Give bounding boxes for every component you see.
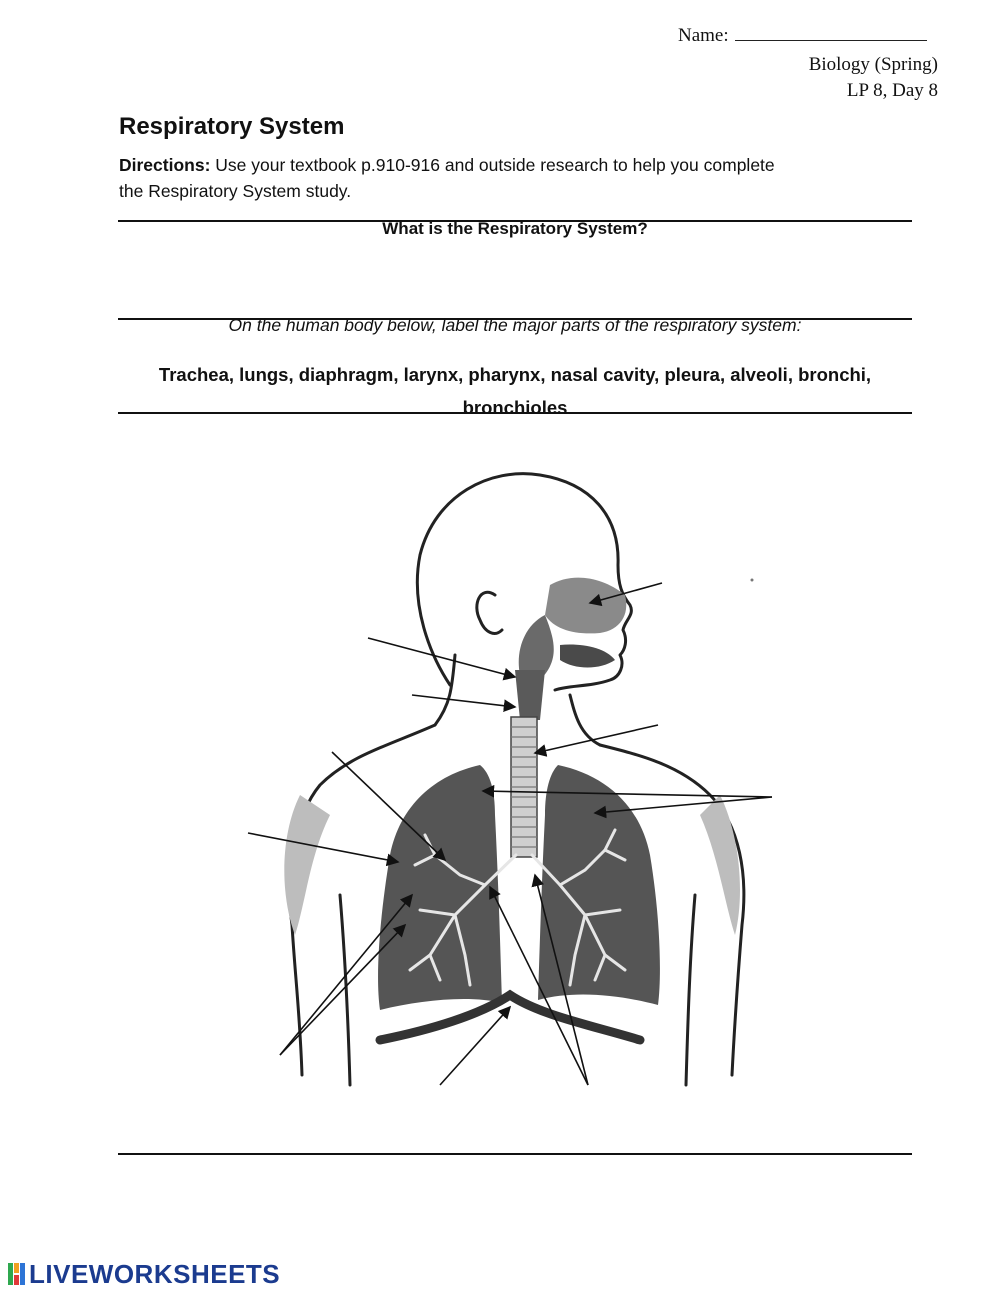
trachea	[511, 717, 537, 857]
name-label: Name:	[678, 25, 729, 46]
directions-label: Directions:	[119, 155, 211, 175]
lesson-label: LP 8, Day 8	[846, 80, 938, 101]
course-label: Biology (Spring)	[808, 54, 938, 75]
directions-text: Use your textbook p.910-916 and outside research to help you complete the Respiratory System study.	[119, 155, 775, 201]
word-bank: Trachea, lungs, diaphragm, larynx, pharynx, nasal cavity, pleura, alveoli, bronchi, bronchioles	[158, 364, 872, 418]
respiratory-system-diagram	[240, 455, 780, 1095]
page-title: Respiratory System	[119, 113, 345, 140]
name-field-row	[678, 24, 927, 47]
divider-rule	[118, 1153, 912, 1155]
label-instruction: On the human body below, label the major parts of the respiratory system:	[228, 315, 802, 335]
directions	[119, 152, 799, 204]
liveworksheets-logo-icon	[8, 1263, 26, 1285]
logo-text: LIVEWORKSHEETS	[29, 1258, 281, 1289]
name-blank-line[interactable]	[735, 24, 927, 41]
liveworksheets-logo	[8, 1258, 280, 1290]
divider-rule	[118, 412, 912, 414]
question-heading: What is the Respiratory System?	[382, 219, 648, 238]
